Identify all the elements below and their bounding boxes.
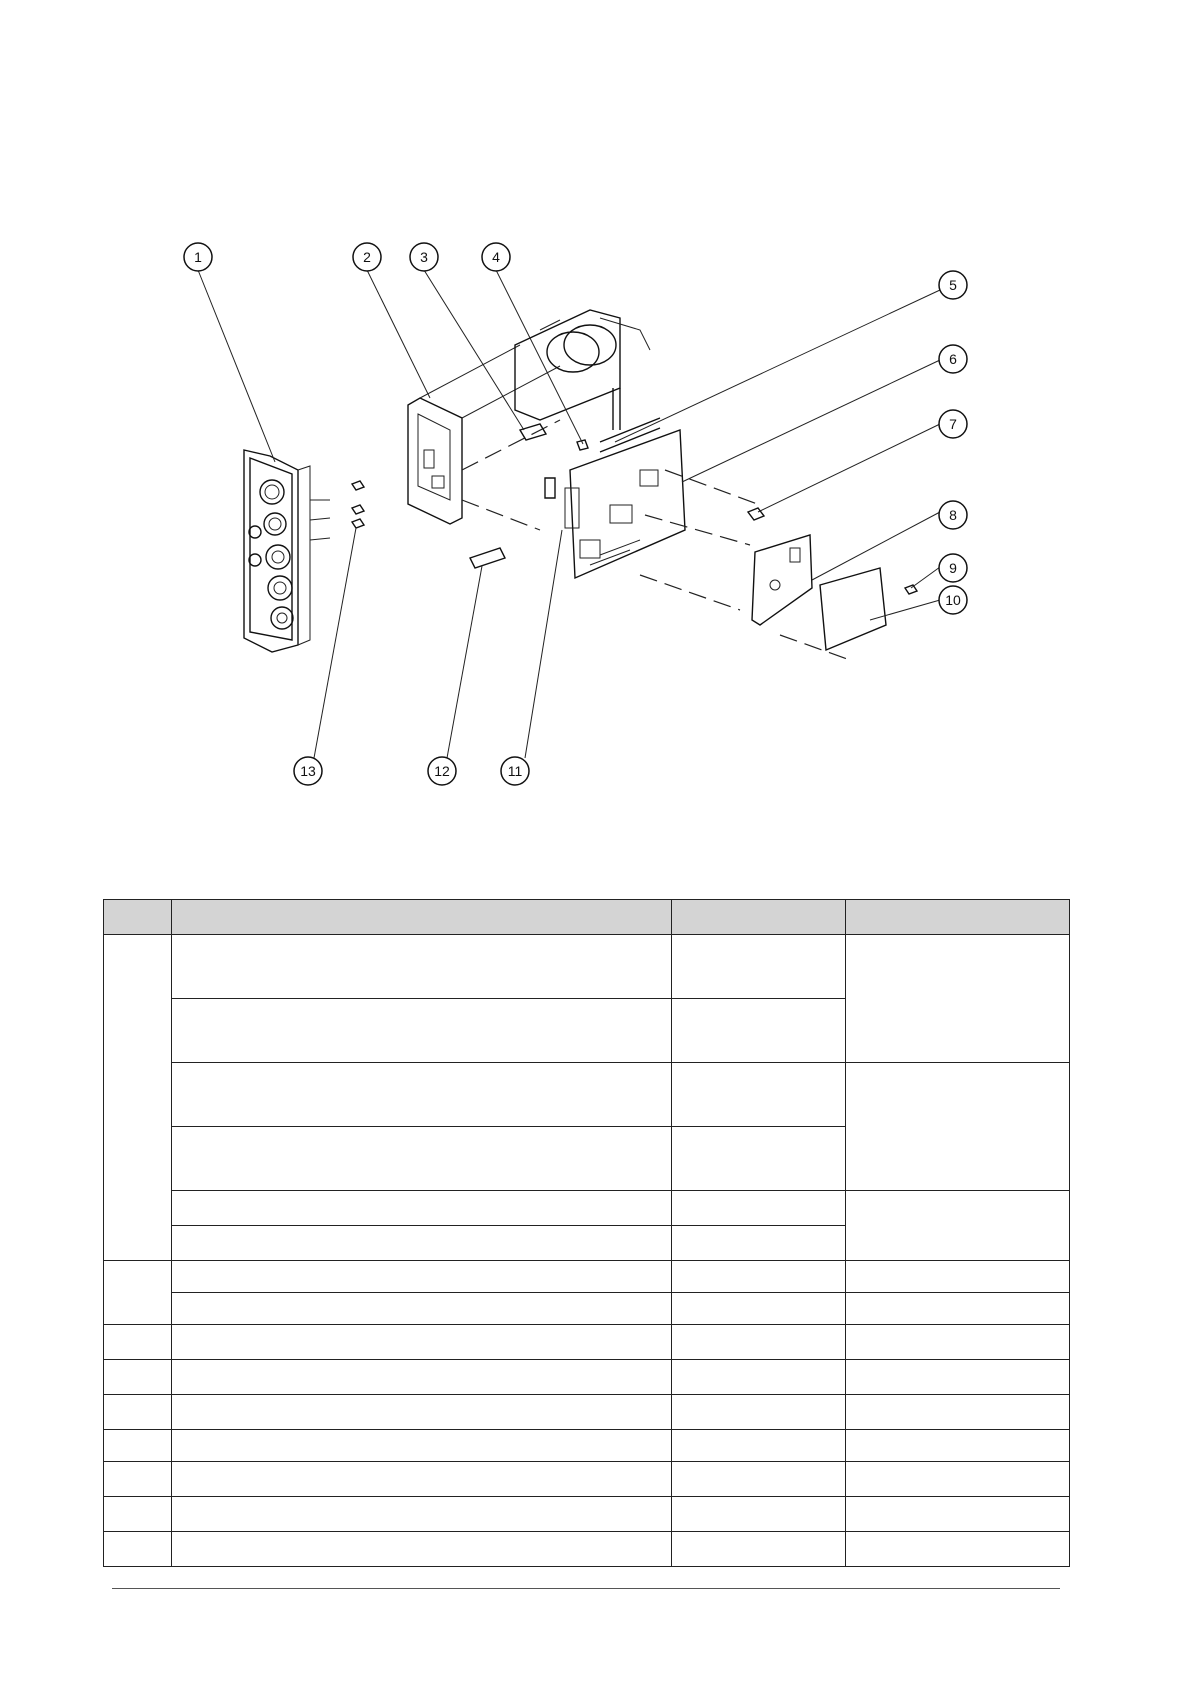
svg-text:2: 2 [363,249,371,265]
table-cell [172,1325,672,1360]
exploded-parts-drawing [0,0,1190,800]
table-cell [104,1430,172,1462]
rear-plate-part [640,470,917,660]
header-cell [846,900,1070,935]
svg-text:9: 9 [949,560,957,576]
table-cell [846,1261,1070,1293]
main-board-part [565,430,685,578]
table-cell [846,1532,1070,1567]
table-cell [172,1360,672,1395]
table-cell [672,1462,846,1497]
table-cell [172,935,672,999]
table-cell [846,1430,1070,1462]
header-cell [172,900,672,935]
table-cell [104,1395,172,1430]
table-cell [104,1261,172,1325]
table-cell [172,1127,672,1191]
callout-12 [428,757,456,785]
table-row [104,1532,1070,1567]
svg-text:12: 12 [434,763,450,779]
svg-text:7: 7 [949,416,957,432]
callout-1 [184,243,212,271]
table-cell [104,935,172,1261]
table-cell [672,1497,846,1532]
svg-text:4: 4 [492,249,500,265]
pump-assembly-part [515,310,650,498]
table-cell [672,1127,846,1191]
callout-8 [939,501,967,529]
svg-text:8: 8 [949,507,957,523]
callout-2 [353,243,381,271]
table-cell [104,1462,172,1497]
table-cell [172,1532,672,1567]
table-row [104,935,1070,999]
table-cell [672,935,846,999]
sleeve-part [470,548,505,568]
callout-13 [294,757,322,785]
table-cell [846,1325,1070,1360]
table-cell [172,1063,672,1127]
table-cell [672,1430,846,1462]
table-row [104,1293,1070,1325]
rods-part [600,388,660,452]
table-cell [672,999,846,1063]
table-cell [846,1395,1070,1430]
bracket-part [408,345,560,530]
table-row [104,1497,1070,1532]
table-cell [172,1462,672,1497]
table-row [104,1325,1070,1360]
svg-text:10: 10 [945,592,961,608]
table-cell [672,1191,846,1226]
table-row [104,1395,1070,1430]
callout-5 [939,271,967,299]
table-cell [672,1226,846,1261]
table-cell [104,1497,172,1532]
callout-11 [501,757,529,785]
callout-9 [939,554,967,582]
table-cell [104,1325,172,1360]
front-panel-part [244,450,330,652]
table-cell [846,1293,1070,1325]
screws-part [352,481,364,528]
table-row [104,1191,1070,1226]
callout-10 [939,586,967,614]
table-cell [172,1226,672,1261]
table-row [104,1462,1070,1497]
table-cell [672,1360,846,1395]
table-cell [672,1395,846,1430]
header-cell [672,900,846,935]
parts-list-table [103,899,1070,1567]
svg-text:5: 5 [949,277,957,293]
table-cell [846,1360,1070,1395]
table-cell [672,1293,846,1325]
callout-7 [939,410,967,438]
svg-text:11: 11 [507,763,523,779]
table-cell [846,1462,1070,1497]
table-cell [846,935,1070,1063]
table-cell [172,1430,672,1462]
table-cell [172,1395,672,1430]
table-cell [846,1191,1070,1261]
leader-lines [198,270,940,758]
svg-text:1: 1 [194,249,202,265]
svg-text:3: 3 [420,249,428,265]
table-cell [172,1293,672,1325]
table-row [104,1360,1070,1395]
table-cell [672,1532,846,1567]
table-cell [172,1497,672,1532]
table-row [104,1261,1070,1293]
table-cell [172,999,672,1063]
table-row [104,1063,1070,1127]
table-cell [846,1063,1070,1191]
table-header-row [104,900,1070,935]
footer-rule [112,1588,1060,1589]
table-cell [104,1532,172,1567]
svg-text:13: 13 [300,763,316,779]
table-cell [672,1063,846,1127]
table-cell [104,1360,172,1395]
table-cell [672,1261,846,1293]
callout-4 [482,243,510,271]
table-cell [846,1497,1070,1532]
callout-6 [939,345,967,373]
table-row [104,1430,1070,1462]
table-cell [672,1325,846,1360]
header-cell [104,900,172,935]
table-cell [172,1261,672,1293]
table-cell [172,1191,672,1226]
callout-3 [410,243,438,271]
svg-text:6: 6 [949,351,957,367]
